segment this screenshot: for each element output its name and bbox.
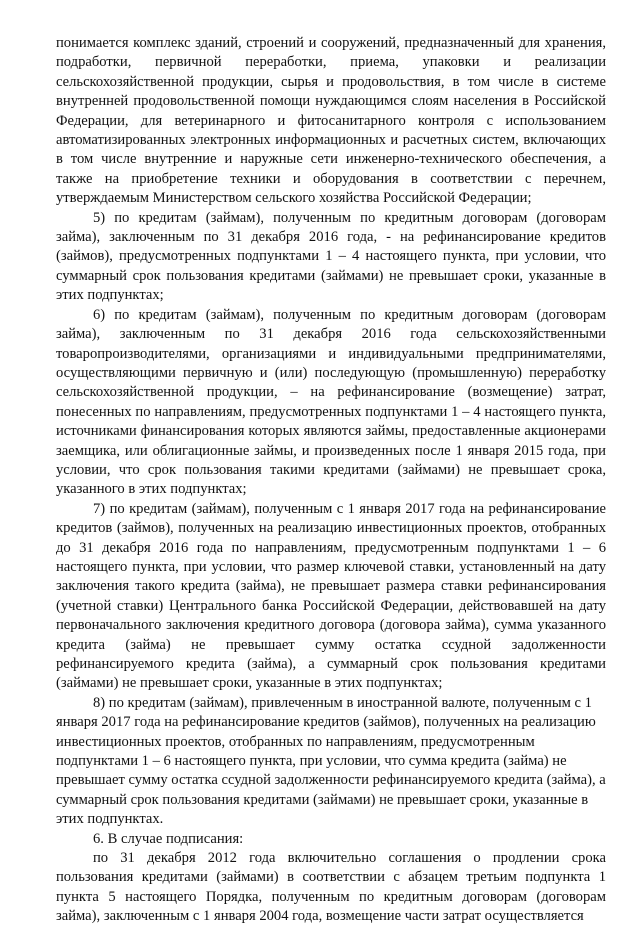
section-6-heading: 6. В случае подписания: (93, 830, 244, 847)
document-page (56, 34, 606, 927)
paragraph-section-6-text: по 31 декабря 2012 года включительно соглашения о продлении срока пользования кредитами (займами) в соответствии с абзацем третьим подпункта 1 пункта 5 настоящего Порядка, полученным по кредитным договорам (договорам займа), заключенным с 1 января 2004 года, возмещение части затрат осуществляется (56, 850, 606, 925)
paragraph-item-8: 8) по кредитам (займам), привлеченным в иностранной валюте, полученным с 1 января 2017 года на рефинансирование кредитов (займов), полученных на реализацию инвестиционных проектов, отобранных по направлениям, предусмотренным подпунктами 1 – 6 настоящего пункта, при условии, что сумма кредита (займа) не превышает сумму остатка ссудной задолженности рефинансируемого кредита (займа), а суммарный срок пользования кредитами (займами) не превышает сроки, указанные в этих подпунктах. (56, 694, 606, 828)
paragraph-intro: понимается комплекс зданий, строений и сооружений, предназначенный для хранения, подработки, первичной переработки, приема, упаковки и реализации сельскохозяйственной продукции, сырья и продовольствия, в том числе в системе внутренней продовольственной помощи нуждающимся слоям населения в Российской Федерации, для ветеринарного и фитосанитарного контроля с использованием автоматизированных электронных информационных и расчетных систем, включающих в том числе внутренние и наружные сети инженерно-технического обеспечения, а также на приобретение техники и оборудования в соответствии с перечнем, утверждаемым Министерством сельского хозяйства Российской Федерации; (56, 35, 606, 207)
paragraph-item-6: 6) по кредитам (займам), полученным по кредитным договорам (договорам займа), заключенным по 31 декабря 2016 года сельскохозяйственными товаропроизводителями, организациями и индивидуальными предпринимателями, осуществляющими первичную и (или) последующую (промышленную) переработку сельскохозяйственной продукции, – на рефинансирование (возмещение) затрат, понесенных по направлениям, предусмотренных подпунктами 1 – 4 настоящего пункта, источниками финансирования которых являются займы, предоставленные акционерами заемщика, или облигационные займы, и произведенных после 1 января 2015 года, при условии, что срок пользования такими кредитами (займами) не превышает срока, указанного в этих подпунктах; (56, 306, 606, 498)
paragraph-item-7: 7) по кредитам (займам), полученным с 1 января 2017 года на рефинансирование кредитов (займов), полученных на реализацию инвестиционных проектов, отобранных до 31 декабря 2016 года по направлениям, предусмотренным подпунктами 1 – 6 настоящего пункта, при условии, что размер ключевой ставки, установленный на дату заключения такого кредита (займа), не превышает размера ставки рефинансирования (учетной ставки) Центрального банка Российской Федерации, действовавшей на дату первоначального заключения кредитного договора (договора займа), сумма указанного кредита (займа) не превышает сумму остатка ссудной задолженности рефинансируемого кредита (займа), а суммарный срок пользования кредитами (займами) не превышает сроки, указанные в этих подпунктах; (56, 500, 606, 692)
paragraph-item-5: 5) по кредитам (займам), полученным по кредитным договорам (договорам займа), заключенным по 31 декабря 2016 года, - на рефинансирование кредитов (займов), предусмотренных подпунктами 1 – 4 настоящего пункта, при условии, что суммарный срок пользования кредитами (займами) не превышает сроки, указанные в этих подпунктах; (56, 209, 606, 304)
